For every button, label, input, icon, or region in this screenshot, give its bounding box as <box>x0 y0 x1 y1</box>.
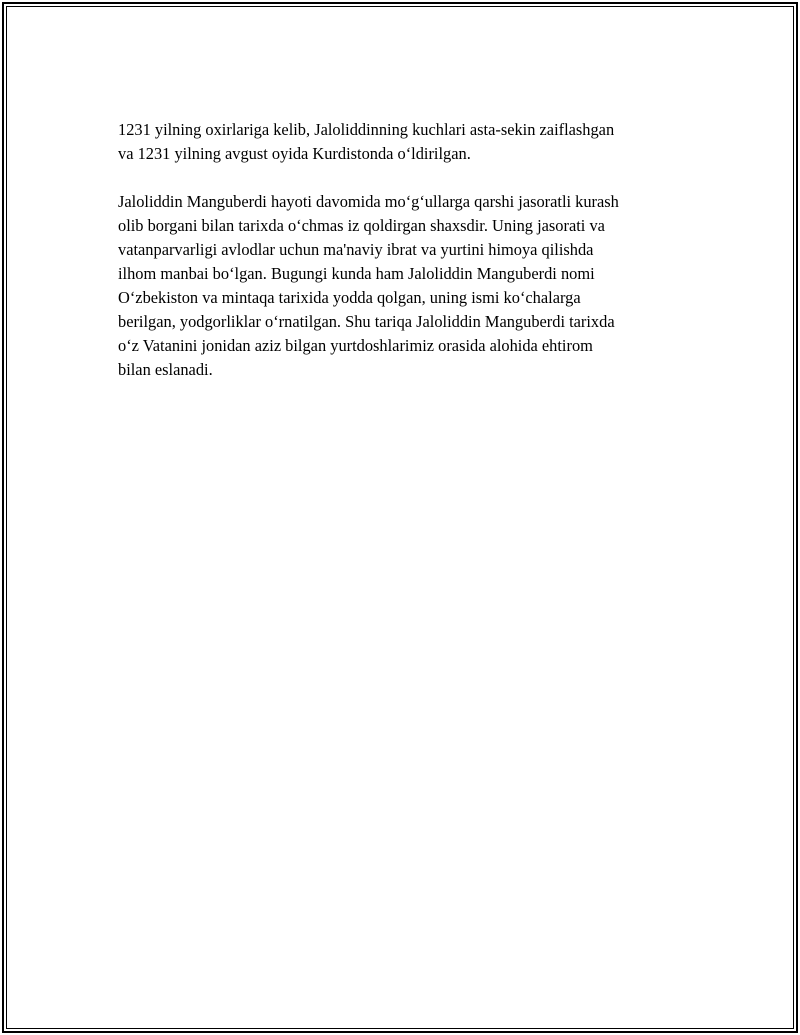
text-line: o‘z Vatanini jonidan aziz bilgan yurtdoshlarimiz orasida alohida ehtirom <box>118 336 593 355</box>
text-line: bilan eslanadi. <box>118 360 213 379</box>
text-line: ilhom manbai bo‘lgan. Bugungi kunda ham Jaloliddin Manguberdi nomi <box>118 264 595 283</box>
text-line: berilgan, yodgorliklar o‘rnatilgan. Shu tariqa Jaloliddin Manguberdi tarixda <box>118 312 615 331</box>
text-line: O‘zbekiston va mintaqa tarixida yodda qolgan, uning ismi ko‘chalarga <box>118 288 581 307</box>
text-line: va 1231 yilning avgust oyida Kurdistonda o‘ldirilgan. <box>118 144 471 163</box>
document-body <box>118 118 698 406</box>
text-line: olib borgani bilan tarixda o‘chmas iz qoldirgan shaxsdir. Uning jasorati va <box>118 216 605 235</box>
paragraph-1 <box>118 118 698 166</box>
paragraph-2 <box>118 190 698 382</box>
text-line: Jaloliddin Manguberdi hayoti davomida mo‘g‘ullarga qarshi jasoratli kurash <box>118 192 619 211</box>
text-line: vatanparvarligi avlodlar uchun ma'naviy ibrat va yurtini himoya qilishda <box>118 240 594 259</box>
text-line: 1231 yilning oxirlariga kelib, Jaloliddinning kuchlari asta-sekin zaiflashgan <box>118 120 615 139</box>
